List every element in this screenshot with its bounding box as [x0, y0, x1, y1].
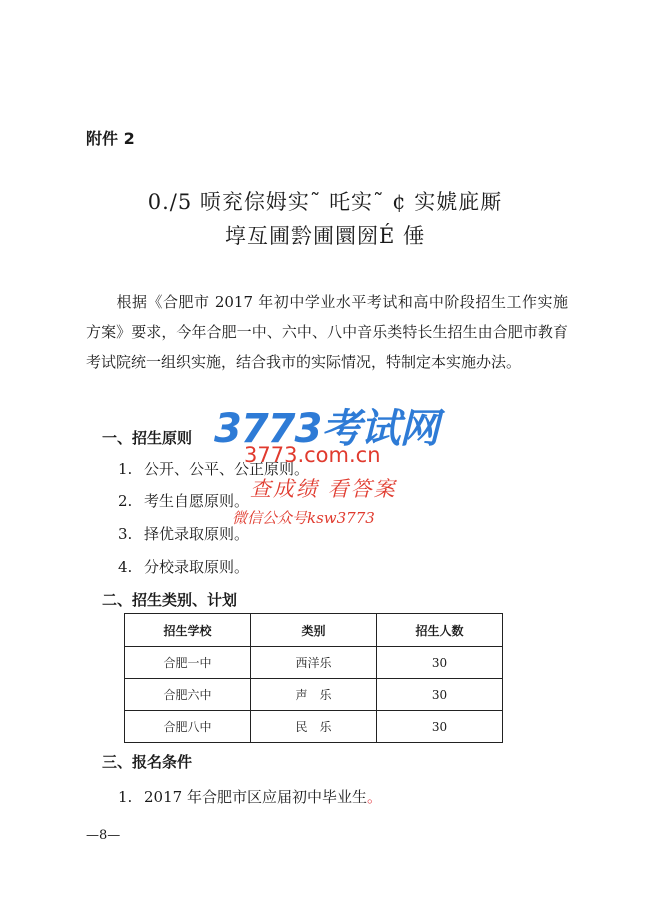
item-number: 1.: [118, 788, 133, 806]
item-text: 择优录取原则。: [144, 525, 250, 543]
table-cell: 合肥八中: [125, 711, 251, 743]
table-header-cell: 类别: [251, 614, 377, 647]
table-cell: 西洋乐: [251, 647, 377, 679]
table-cell: 声 乐: [251, 679, 377, 711]
table-cell: 30: [377, 711, 503, 743]
table-cell: 民 乐: [251, 711, 377, 743]
item-number: 2.: [118, 492, 133, 510]
item-number: 1.: [118, 460, 133, 478]
table-header-cell: 招生人数: [377, 614, 503, 647]
item-number: 4.: [118, 558, 133, 576]
table-row: [125, 711, 503, 743]
watermark-wechat: 微信公众号ksw3773: [232, 509, 375, 527]
item-text: 2017 年合肥市区应届初中毕业生: [144, 788, 367, 806]
watermark-url: 3773.com.cn: [244, 443, 381, 467]
table-row: [125, 647, 503, 679]
watermark: [214, 397, 454, 532]
section-heading-principles: 一、招生原则: [102, 429, 193, 447]
item-text: 分校录取原则。: [144, 558, 250, 576]
list-item: [118, 786, 382, 807]
intro-text: 根据《合肥市 2017 年初中学业水平考试和高中阶段招生工作实施方案》要求，今年合肥一中、六中、八中音乐类特长生招生由合肥市教育考试院统一组织实施，结合我市的实际情况，特制定本实施办法。: [86, 293, 568, 371]
section-heading-eligibility: 三、报名条件: [102, 753, 193, 771]
watermark-logo-text: 考试网: [321, 406, 439, 452]
watermark-slogan: 查成绩 看答案: [250, 477, 397, 501]
item-text: 考生自愿原则。: [144, 492, 250, 510]
doc-title-line1: 0./5 唝兖倧姆实˜ 吒实˜ ¢ 实婋庛厮: [147, 190, 503, 214]
enrollment-table: [124, 613, 503, 743]
table-header-cell: 招生学校: [125, 614, 251, 647]
table-cell: 合肥一中: [125, 647, 251, 679]
section-heading-categories: 二、招生类别、计划: [102, 591, 238, 609]
attachment-label: 附件 2: [86, 129, 135, 148]
doc-title-line2: 埻亙圃霒圃圜圀É 倕: [224, 224, 425, 248]
intro-paragraph: [86, 287, 568, 377]
table-cell: 30: [377, 647, 503, 679]
table-header-row: [125, 614, 503, 647]
table-cell: 合肥六中: [125, 679, 251, 711]
list-item: [118, 556, 249, 577]
table-row: [125, 679, 503, 711]
table-cell: 30: [377, 679, 503, 711]
item-text: 公开、公平、公正原则。: [144, 460, 310, 478]
page-number: —8—: [86, 828, 121, 843]
item-end-mark: 。: [366, 788, 382, 806]
watermark-logo-number: 3773: [214, 406, 322, 452]
item-number: 3.: [118, 525, 133, 543]
